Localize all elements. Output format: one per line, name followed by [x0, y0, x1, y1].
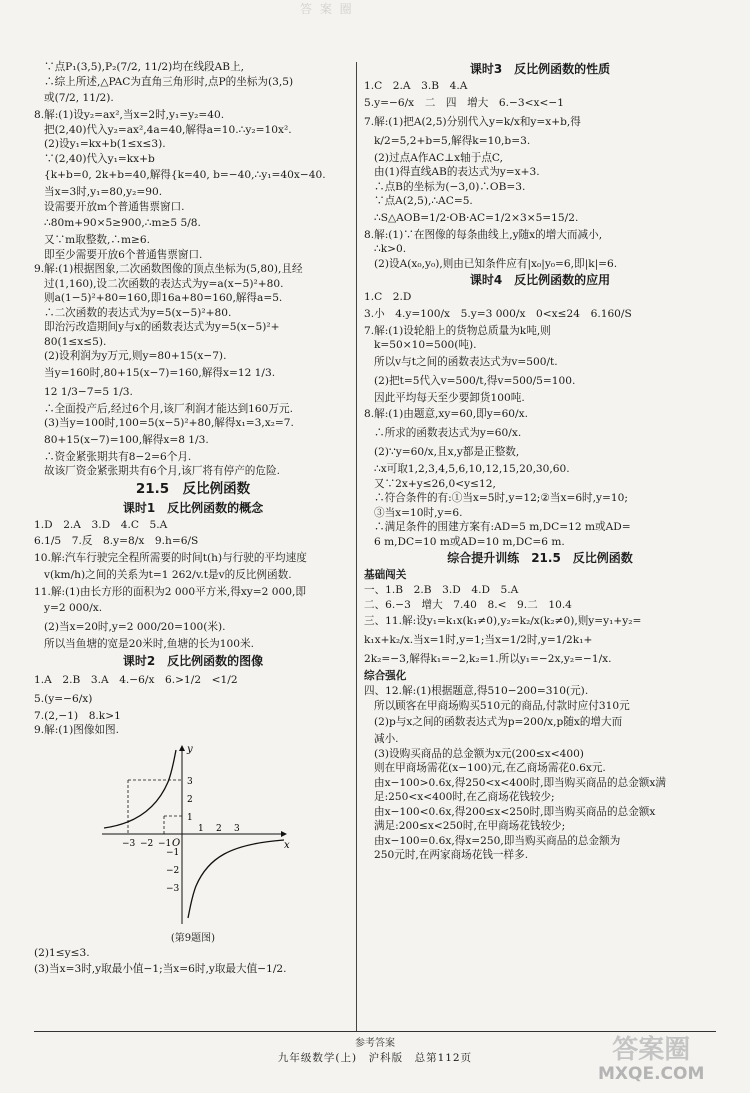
text-line: 8.解:(1)∵在图像的每条曲线上,y随x的增大而减小, [364, 228, 603, 241]
text-line: (2)1≤y≤3. [34, 946, 90, 959]
text-line: (2)∵y=60/x,且x,y都是正整数, [374, 446, 520, 458]
site-watermark [598, 1036, 704, 1084]
text-line: 过(1,160),设二次函数的表达式为y=a(x−5)²+80. [44, 277, 284, 290]
text-line: 8.解:(1)设y₂=ax²,当x=2时,y₁=y₂=40. [34, 109, 225, 121]
text-line: 当y=160时,80+15(x−7)=160,解得x=12 1/3. [44, 366, 276, 379]
text-line: (2)p与x之间的函数表达式为p=200/x,p随x的增大而 [374, 716, 623, 728]
text-line: 10.解:汽车行驶完全程所需要的时间t(h)与行驶的平均速度 [34, 552, 307, 564]
text-line: 9.解:(1)图像如图. [34, 724, 120, 736]
text-line: (3)设购买商品的总金额为x元(200≤x<400) [374, 747, 584, 760]
text-line: 满足:200≤x<250时,在甲商场花钱较少; [374, 820, 566, 832]
text-line: 所以v与t之间的函数表达式为v=500/t. [374, 355, 558, 368]
text-line: ∴二次函数的表达式为y=5(x−5)²+80. [44, 306, 232, 319]
x-tick-label: −3 [122, 838, 136, 849]
text-line: 6 m,DC=10 m或AD=10 m,DC=6 m. [374, 535, 565, 548]
subsection-heading: 综合强化 [364, 670, 407, 682]
text-line: 2k₂=−3,解得k₁=−2,k₂=1.所以y₁=−2x,y₂=−1/x. [364, 653, 612, 665]
text-line: 二、6.−3 增大 7.40 8.< 9.二 10.4 [364, 598, 572, 611]
text-line: 1.A 2.B 3.A 4.−6/x 6.>1/2 <1/2 [34, 673, 238, 686]
y-tick-label: 3 [187, 776, 193, 787]
lesson-heading: 课时1 反比例函数的概念 [122, 500, 264, 515]
text-line: 足:250<x<400时,在乙商场花钱较少; [374, 791, 555, 803]
text-line: 故该厂资金紧张期共有6个月,该厂将有停产的危险. [44, 465, 280, 477]
text-line: ③当x=10时,y=6. [374, 506, 463, 519]
text-line: 则a(1−5)²+80=160,即16a+80=160,解得a=5. [44, 292, 283, 304]
text-line: 250元时,在两家商场花钱一样多. [374, 849, 529, 861]
text-line: ∴资金紧张期共有8−2=6个月. [44, 450, 192, 463]
text-line: 即至少需要开放6个普通售票窗口. [44, 248, 203, 261]
text-line: ∴综上所述,△PAC为直角三角形时,点P的坐标为(3,5) [44, 75, 294, 88]
text-line: 1.C 2.A 3.B 4.A [364, 80, 468, 92]
text-line: (2)设y₁=kx+b(1≤x≤3). [44, 138, 166, 150]
text-line: 即治污改造期间y与x的函数表达式为y=5(x−5)²+ [44, 321, 280, 333]
text-line: 当x=3时,y₁=80,y₂=90. [44, 186, 163, 198]
text-line: (2)设A(x₀,y₀),则由已知条件应有|x₀|y₀=6,即|k|=6. [374, 257, 618, 270]
y-tick-label: −3 [166, 883, 180, 894]
x-tick-label: −2 [140, 838, 154, 849]
text-line: 因此平均每天至少要卸货100吨. [374, 391, 525, 404]
text-line: 1.C 2.D [364, 291, 412, 303]
text-line: 由(1)得直线AB的表达式为y=x+3. [374, 166, 540, 178]
text-line: 所以顾客在甲商场购买510元的商品,付款时应付310元 [374, 699, 630, 712]
lesson-heading: 课时4 反比例函数的应用 [469, 273, 611, 287]
text-line: 80+15(x−7)=100,解得x=8 1/3. [44, 433, 209, 446]
text-line: 7.解:(1)把A(2,5)分别代入y=k/x和y=x+b,得 [364, 115, 581, 128]
origin-label: O [172, 837, 181, 849]
text-line: 7.(2,−1) 8.k>1 [34, 709, 121, 722]
y-tick-label: −2 [166, 865, 180, 876]
text-line: ∴k>0. [374, 243, 407, 255]
text-line: 80(1≤x≤5). [44, 335, 107, 348]
x-tick-label: 2 [216, 823, 222, 834]
footer-rule [34, 1031, 716, 1032]
y-tick-label: −1 [166, 847, 180, 858]
text-line: 6.1/5 7.反 8.y=8/x 9.h=6/S [34, 535, 199, 547]
y-tick-label: 1 [187, 812, 193, 823]
text-line: ∴S△AOB=1/2·OB·AC=1/2×3×5=15/2. [374, 211, 579, 224]
watermark-logo: 答案圈 [612, 1035, 691, 1065]
text-line: (3)当y=100时,100=5(x−5)²+80,解得x₁=3,x₂=7. [44, 417, 294, 429]
text-line: 由x−100<0.6x,得200≤x<250时,即当购买商品的总金额x [374, 805, 656, 818]
text-line: 减小. [374, 733, 399, 745]
left-column [34, 60, 352, 979]
column-divider [356, 62, 357, 1032]
text-line: k₁x+k₂/x.当x=1时,y=1;当x=1/2时,y=1/2k₁+ [364, 634, 593, 646]
text-line: ∴点B的坐标为(−3,0)∴OB=3. [374, 180, 526, 193]
page-footer: 九年级数学(上) 沪科版 总第112页 [277, 1052, 473, 1064]
text-line: 设需要开放m个普通售票窗口. [44, 200, 185, 213]
right-column [364, 60, 716, 863]
text-line: 三、11.解:设y₁=k₁x(k₁≠0),y₂=k₂/x(k₂≠0),则y=y₁+y₂= [364, 615, 642, 627]
watermark-site: MXQE.COM [598, 1064, 705, 1084]
text-line: k=50×10=500(吨). [374, 339, 477, 351]
text-line: (2)把t=5代入v=500/t,得v=500/5=100. [374, 374, 576, 387]
footer-title: 参考答案 [355, 1038, 395, 1049]
text-line: {k+b=0, 2k+b=40,解得{k=40, b=−40,∴y₁=40x−40. [44, 169, 326, 181]
section-heading: 21.5 反比例函数 [135, 480, 251, 497]
text-line: 由x−100>0.6x,得250<x<400时,即当购买商品的总金额x满 [374, 776, 666, 789]
text-line: 则在甲商场需花(x−100)元,在乙商场需花0.6x元. [374, 762, 606, 774]
text-line: ∴符合条件的有:①当x=5时,y=12;②当x=6时,y=10; [374, 492, 628, 504]
text-line: k/2=5,2+b=5,解得k=10,b=3. [374, 134, 531, 147]
text-line: v(km/h)之间的关系为t=1 262/v.t是v的反比例函数. [44, 568, 292, 581]
text-line: ∴x可取1,2,3,4,5,6,10,12,15,20,30,60. [374, 463, 570, 475]
hyperbola-graph [94, 740, 294, 930]
y-tick-label: 2 [187, 794, 193, 805]
text-line: (2)过点A作AC⊥x轴于点C, [374, 151, 504, 164]
text-line: y=2 000/x. [44, 602, 103, 614]
section-heading: 综合提升训练 21.5 反比例函数 [447, 551, 633, 565]
lesson-heading: 课时2 反比例函数的图像 [122, 653, 264, 668]
x-axis-label: x [284, 839, 290, 851]
text-line: 由x−100=0.6x,得x=250,即当购买商品的总金额为 [374, 834, 621, 847]
text-line: 一、1.B 2.B 3.D 4.D 5.A [364, 584, 519, 596]
text-line: ∴所求的函数表达式为y=60/x. [374, 427, 522, 439]
text-line: 又∵m取整数,∴m≥6. [44, 234, 151, 246]
text-line: ∵点P₁(3,5),P₂(7/2, 11/2)均在线段AB上, [44, 61, 245, 73]
text-line: ∴80m+90×5≥900,∴m≥5 5/8. [44, 217, 201, 229]
subsection-heading: 基础闯关 [364, 569, 407, 581]
x-tick-label: 1 [198, 823, 204, 834]
x-tick-label: −1 [158, 838, 172, 849]
text-line: (2)当x=20时,y=2 000/20=100(米). [44, 621, 226, 633]
text-line: 3.小 4.y=100/x 5.y=3 000/x 0<x≤24 6.160/S [364, 307, 632, 320]
text-line: 9.解:(1)根据图象,二次函数图像的顶点坐标为(5,80),且经 [34, 263, 303, 275]
text-line: 1.D 2.A 3.D 4.C 5.A [34, 518, 168, 531]
text-line: ∴全面投产后,经过6个月,该厂利润才能达到160万元. [44, 402, 293, 415]
text-line: 12 1/3−7=5 1/3. [44, 385, 133, 398]
hyperbola-branch-lower-right [188, 840, 284, 918]
top-watermark: 答 案 圈 [300, 2, 354, 16]
text-line: ∵(2,40)代入y₁=kx+b [44, 152, 155, 165]
text-line: 四、12.解:(1)根据题意,得510−200=310(元). [364, 685, 589, 697]
y-axis-label: y [187, 743, 193, 755]
figure-caption: (第9题图) [170, 932, 216, 944]
text-line: 8.解:(1)由题意,xy=60,即y=60/x. [364, 408, 528, 420]
text-line: 所以当鱼塘的宽是20米时,鱼塘的长为100米. [44, 638, 254, 650]
lesson-heading: 课时3 反比例函数的性质 [469, 62, 611, 76]
text-line: (3)当x=3时,y取最小值−1;当x=6时,y取最大值−1/2. [34, 963, 287, 975]
hyperbola-figure [34, 740, 352, 930]
text-line: 11.解:(1)由长方形的面积为2 000平方米,得xy=2 000,即 [34, 585, 306, 598]
text-line: 把(2,40)代入y₂=ax²,4a=40,解得a=10.∴y₂=10x². [44, 123, 292, 136]
text-line: 7.解:(1)设轮船上的货物总质量为k吨,则 [364, 324, 551, 337]
text-line: 又∵2x+y≤26,0<y≤12, [374, 477, 496, 490]
text-line: 或(7/2, 11/2). [44, 92, 114, 104]
x-tick-label: 3 [234, 823, 240, 834]
text-line: 5.y=−6/x 二 四 增大 6.−3<x<−1 [364, 96, 564, 109]
text-line: 5.(y=−6/x) [34, 692, 93, 705]
text-line: ∴满足条件的围建方案有:AD=5 m,DC=12 m或AD= [374, 521, 631, 533]
text-line: ∵点A(2,5),∴AC=5. [374, 195, 473, 207]
text-line: (2)设利润为y万元,则y=80+15(x−7). [44, 350, 227, 362]
